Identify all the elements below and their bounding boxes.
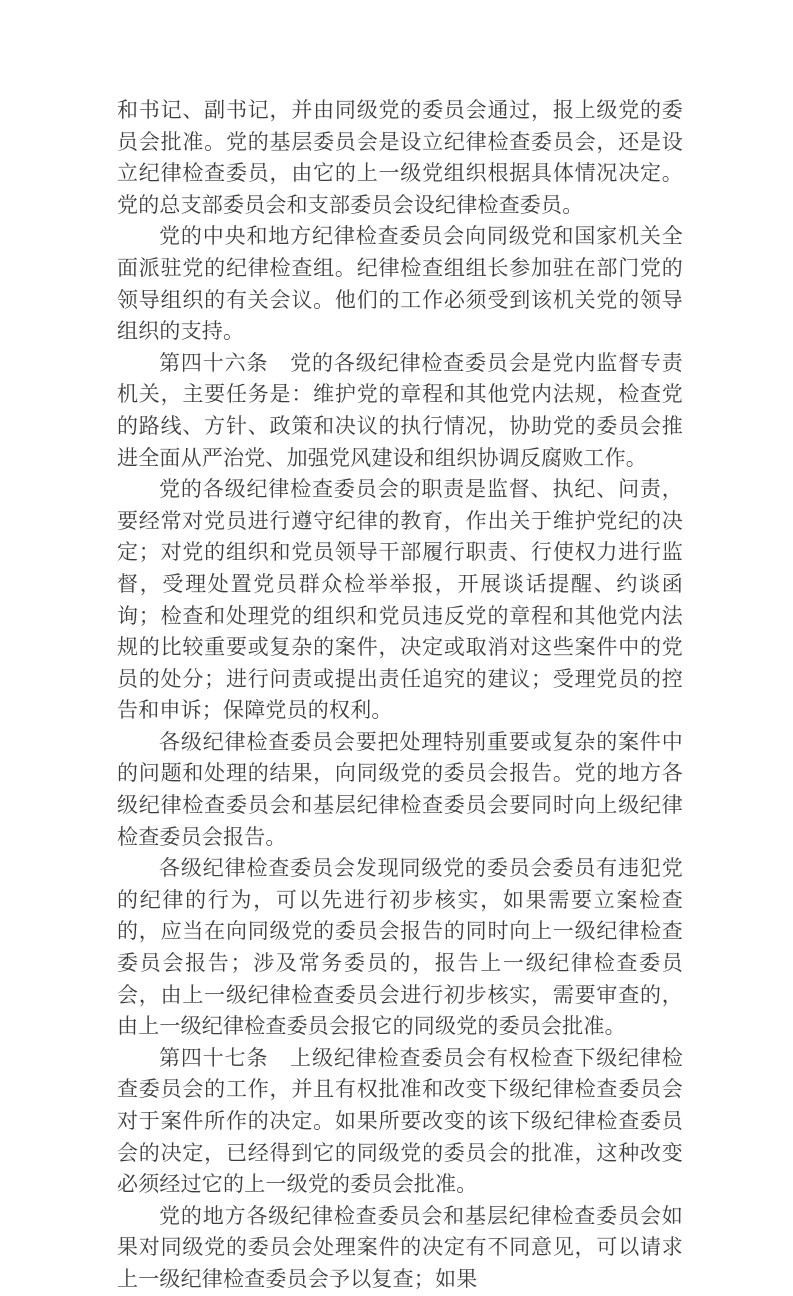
paragraph-4: 党的各级纪律检查委员会的职责是监督、执纪、问责，要经常对党员进行遵守纪律的教育，作出关于维护党纪的决定；对党的组织和党员领导干部履行职责、行使权力进行监督，受理处置党员群众检举举报，开展谈话提醒、约谈函询；检查和处理党的组织和党员违反党的章程和其他党内法规的比较重要或复杂的案件，决定或取消对这些案件中的党员的处分；进行问责或提出责任追究的建议；受理党员的控告和申诉；保障党员的权利。 <box>117 477 683 723</box>
paragraph-3-article-46: 第四十六条 党的各级纪律检查委员会是党内监督专责机关，主要任务是：维护党的章程和其他党内法规，检查党的路线、方针、政策和决议的执行情况，协助党的委员会推进全面从严治党、加强党风建设和组织协调反腐败工作。 <box>117 350 683 470</box>
paragraph-5: 各级纪律检查委员会要把处理特别重要或复杂的案件中的问题和处理的结果，向同级党的委员会报告。党的地方各级纪律检查委员会和基层纪律检查委员会要同时向上级纪律检查委员会报告。 <box>117 729 683 849</box>
paragraph-6: 各级纪律检查委员会发现同级党的委员会委员有违犯党的纪律的行为，可以先进行初步核实，如果需要立案检查的，应当在向同级党的委员会报告的同时向上一级纪律检查委员会报告；涉及常务委员的，报告上一级纪律检查委员会，由上一级纪律检查委员会进行初步核实，需要审查的，由上一级纪律检查委员会报它的同级党的委员会批准。 <box>117 856 683 1039</box>
paragraph-1-continuation: 和书记、副书记，并由同级党的委员会通过，报上级党的委员会批准。党的基层委员会是设立纪律检查委员会，还是设立纪律检查委员，由它的上一级党组织根据具体情况决定。党的总支部委员会和支部委员会设纪律检查委员。 <box>117 98 683 217</box>
paragraph-8: 党的地方各级纪律检查委员会和基层纪律检查委员会如果对同级党的委员会处理案件的决定有不同意见，可以请求上一级纪律检查委员会予以复查；如果 <box>117 1203 683 1291</box>
paragraph-2: 党的中央和地方纪律检查委员会向同级党和国家机关全面派驻党的纪律检查组。纪律检查组组长参加驻在部门党的领导组织的有关会议。他们的工作必须受到该机关党的领导组织的支持。 <box>117 224 683 344</box>
paragraph-7-article-47: 第四十七条 上级纪律检查委员会有权检查下级纪律检查委员会的工作，并且有权批准和改变下级纪律检查委员会对于案件所作的决定。如果所要改变的该下级纪律检查委员会的决定，已经得到它的同级党的委员会的批准，这种改变必须经过它的上一级党的委员会批准。 <box>117 1045 683 1197</box>
document-text-block <box>117 95 683 1296</box>
